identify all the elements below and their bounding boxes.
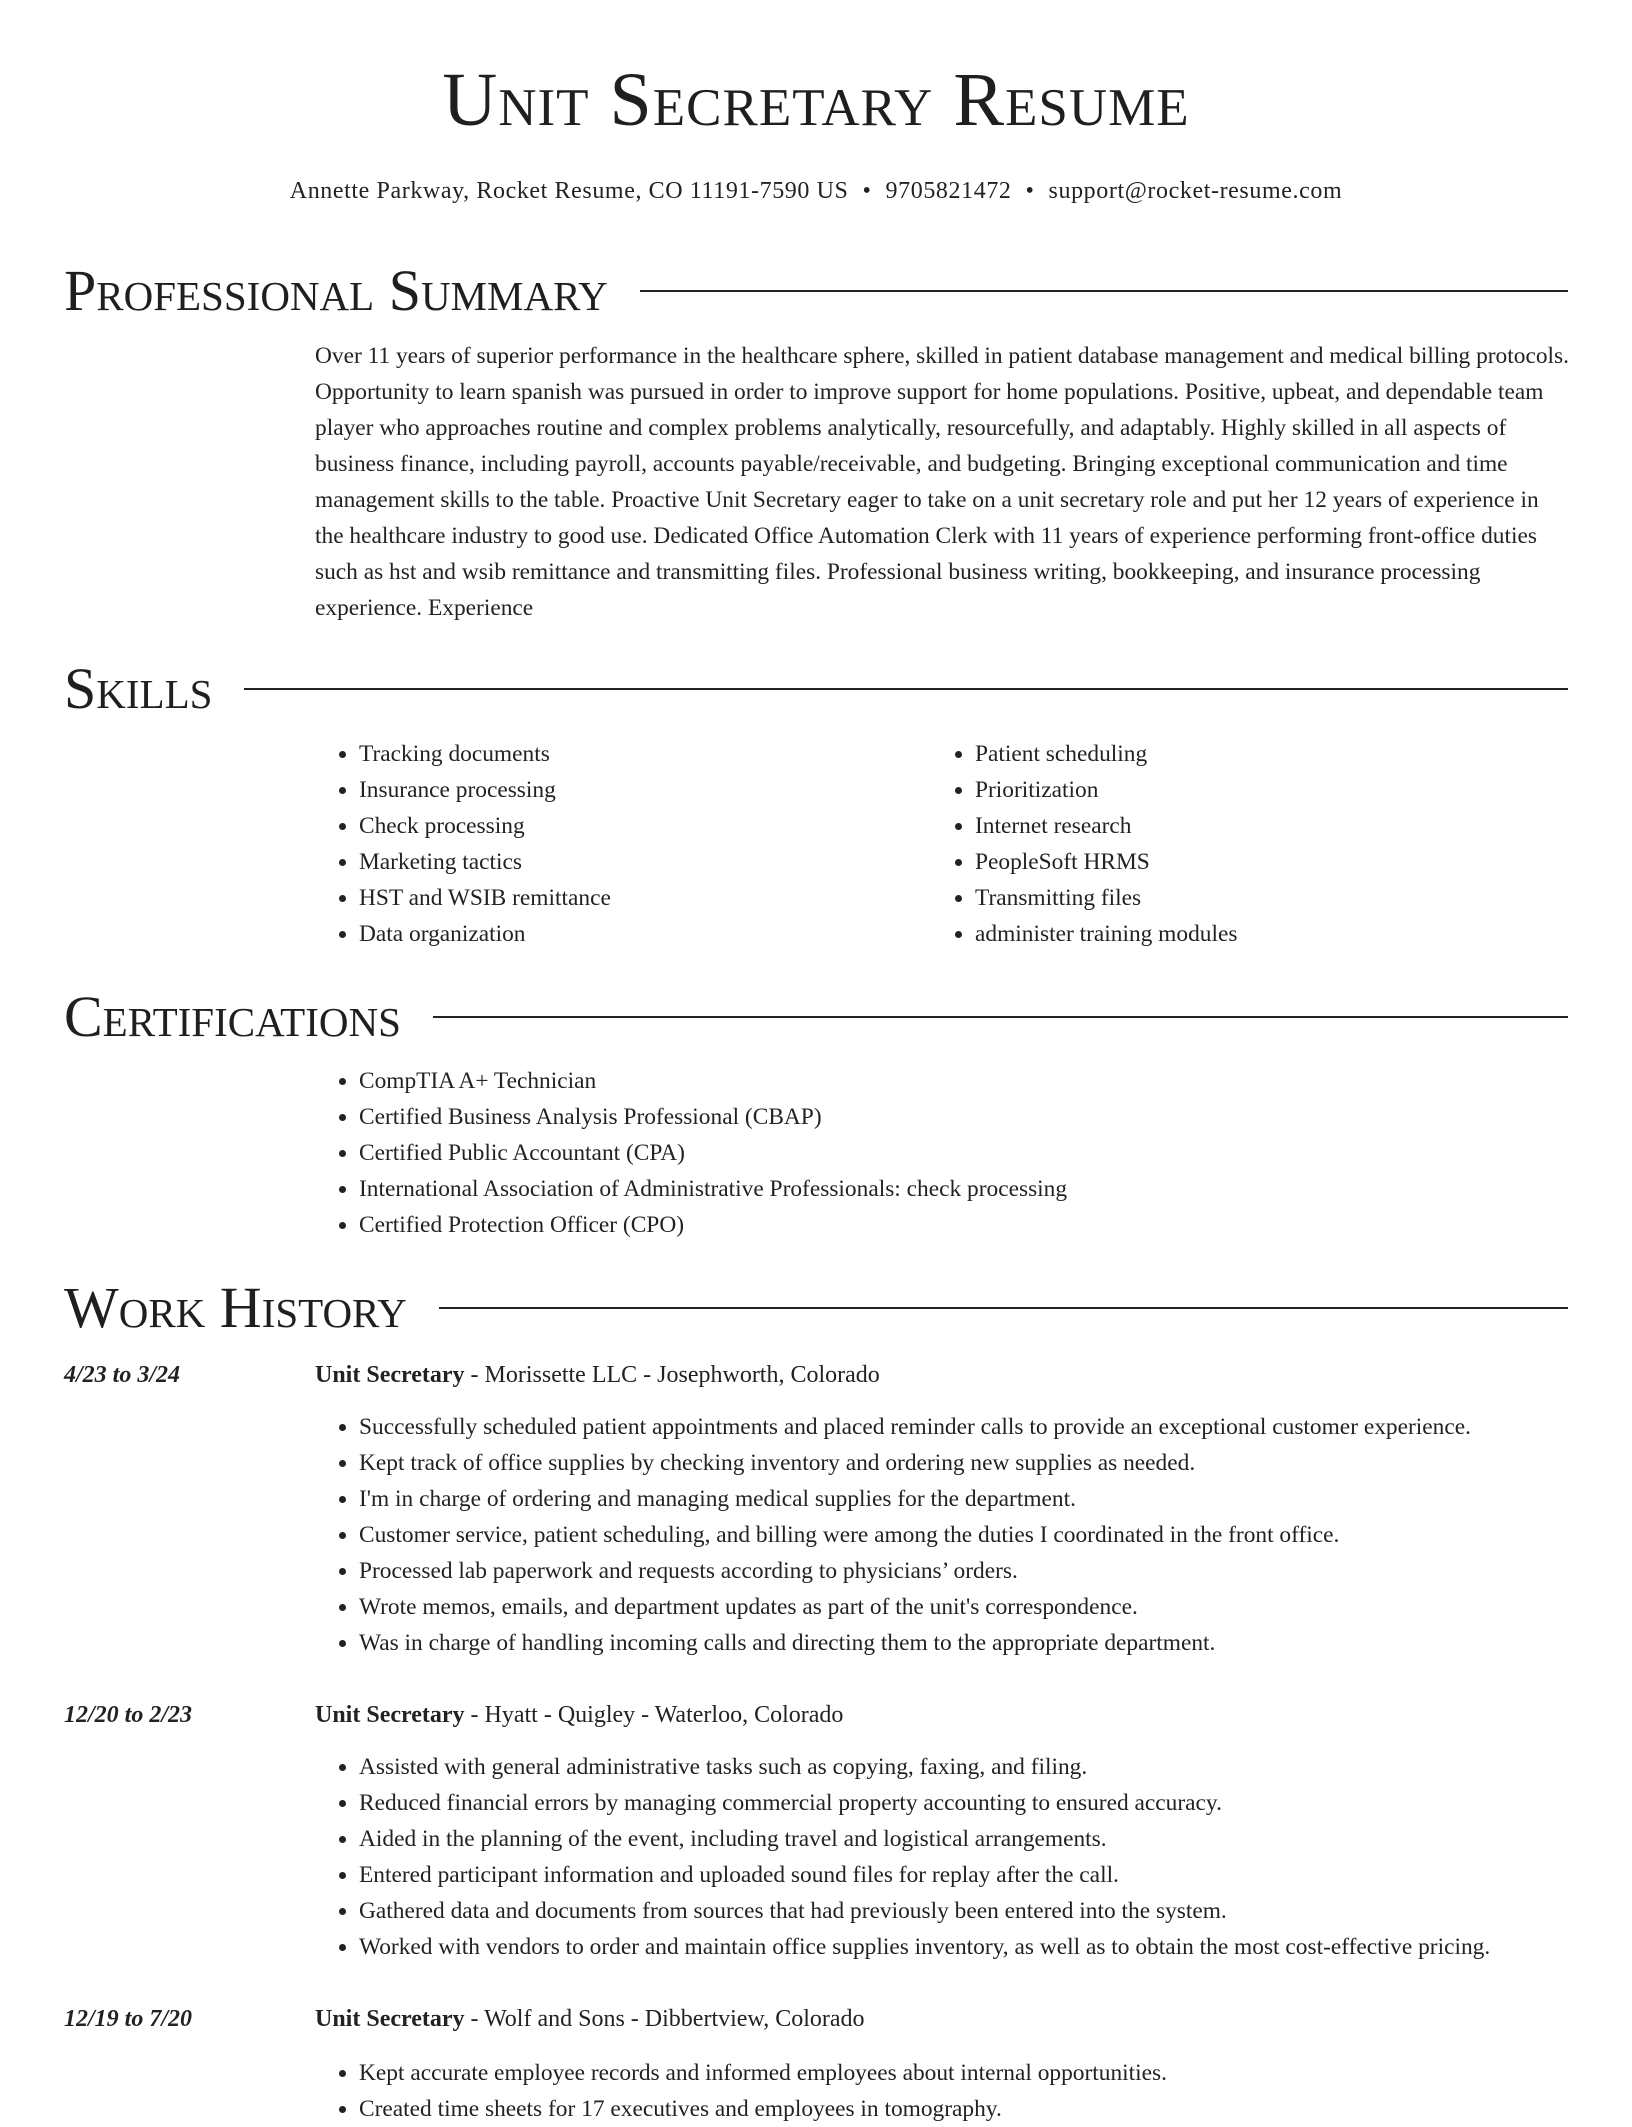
section-divider	[640, 290, 1568, 292]
contact-address: Annette Parkway, Rocket Resume, CO 11191-7590 US	[289, 178, 849, 204]
certifications-section-header	[64, 984, 1568, 1049]
job-dates: 4/23 to 3/24	[64, 1362, 181, 1388]
skill-item: • Transmitting files	[975, 880, 1237, 916]
job-dates: 12/20 to 2/23	[64, 1702, 193, 1728]
job-duty-item: • Reduced financial errors by managing commercial property accounting to ensured accuracy.	[359, 1785, 1585, 1821]
skill-item: • Internet research	[975, 808, 1237, 844]
job-title: Unit Secretary	[315, 1702, 465, 1728]
skill-item: • PeopleSoft HRMS	[975, 844, 1237, 880]
job-duty-item: • Entered participant information and uploaded sound files for replay after the call.	[359, 1857, 1585, 1893]
job-duty-item: • Customer service, patient scheduling, and billing were among the duties I coordinated in the front office.	[359, 1517, 1585, 1553]
skill-item: • HST and WSIB remittance	[359, 880, 611, 916]
contact-line	[0, 176, 1632, 206]
skills-heading: Skills	[64, 656, 213, 721]
contact-phone: 9705821472	[885, 178, 1012, 204]
job-header	[315, 1359, 880, 1391]
skills-right-column	[931, 736, 1237, 952]
job-employer: - Wolf and Sons - Dibbertview, Colorado	[464, 2006, 865, 2032]
job-title: Unit Secretary	[315, 2006, 465, 2032]
section-divider	[439, 1307, 1568, 1309]
skills-left-column	[315, 736, 611, 952]
job-title: Unit Secretary	[315, 1362, 465, 1388]
job-duty-item: • Assisted with general administrative tasks such as copying, faxing, and filing.	[359, 1749, 1585, 1785]
contact-separator: •	[1025, 178, 1035, 204]
skill-item: • Patient scheduling	[975, 736, 1237, 772]
resume-title: Unit Secretary Resume	[442, 58, 1190, 142]
job-duty-item: • Gathered data and documents from sources that had previously been entered into the system.	[359, 1893, 1585, 1929]
skill-item: • Check processing	[359, 808, 611, 844]
skill-item: • Marketing tactics	[359, 844, 611, 880]
job-duty-item: • Created time sheets for 17 executives and employees in tomography.	[359, 2091, 1585, 2127]
job-employer: - Hyatt - Quigley - Waterloo, Colorado	[464, 1702, 844, 1728]
contact-email: support@rocket-resume.com	[1048, 178, 1343, 204]
section-divider	[244, 688, 1568, 690]
job-duty-item: • Worked with vendors to order and maintain office supplies inventory, as well as to obtain the most cost-effective pricing.	[359, 1929, 1585, 1965]
certifications-list	[315, 1063, 1067, 1243]
certifications-heading: Certifications	[64, 984, 401, 1049]
skill-item: • administer training modules	[975, 916, 1237, 952]
job-dates: 12/19 to 7/20	[64, 2006, 193, 2032]
skills-section-header	[64, 656, 1568, 721]
job-duty-item: • Processed lab paperwork and requests according to physicians’ orders.	[359, 1553, 1585, 1589]
summary-heading: Professional Summary	[64, 258, 608, 323]
summary-section-header	[64, 258, 1568, 323]
work-history-section-header	[64, 1275, 1568, 1340]
job-duties	[315, 1409, 1585, 1661]
skill-item: • Tracking documents	[359, 736, 611, 772]
job-duty-item: • Wrote memos, emails, and department updates as part of the unit's correspondence.	[359, 1589, 1585, 1625]
certification-item: • CompTIA A+ Technician	[359, 1063, 1067, 1099]
certification-item: • Certified Public Accountant (CPA)	[359, 1135, 1067, 1171]
work-history-heading: Work History	[64, 1275, 407, 1340]
certification-item: • International Association of Administrative Professionals: check processing	[359, 1171, 1067, 1207]
summary-text: Over 11 years of superior performance in the healthcare sphere, skilled in patient database management and medical billing protocols. Opportunity to learn spanish was pursued in order to improve support for home populations. Positive, upbeat, and dependable team player who approaches routine and complex problems analytically, resourcefully, and adaptably. Highly skilled in all aspects of business finance, including payroll, accounts payable/receivable, and budgeting. Bringing exceptional communication and time management skills to the table. Proactive Unit Secretary eager to take on a unit secretary role and put her 12 years of experience in the healthcare industry to good use. Dedicated Office Automation Clerk with 11 years of experience performing front-office duties such as hst and wsib remittance and transmitting files. Professional business writing, bookkeeping, and insurance processing experience. Experience	[315, 343, 1569, 621]
job-duties	[315, 2055, 1585, 2127]
skill-item: • Prioritization	[975, 772, 1237, 808]
contact-separator: •	[862, 178, 872, 204]
job-employer: - Morissette LLC - Josephworth, Colorado	[464, 1362, 880, 1388]
job-duty-item: • Kept accurate employee records and informed employees about internal opportunities.	[359, 2055, 1585, 2091]
job-duty-item: • Successfully scheduled patient appointments and placed reminder calls to provide an exceptional customer experience.	[359, 1409, 1585, 1445]
skill-item: • Data organization	[359, 916, 611, 952]
job-duty-item: • Was in charge of handling incoming calls and directing them to the appropriate department.	[359, 1625, 1585, 1661]
section-divider	[433, 1016, 1568, 1018]
job-duty-item: • I'm in charge of ordering and managing medical supplies for the department.	[359, 1481, 1585, 1517]
certification-item: • Certified Protection Officer (CPO)	[359, 1207, 1067, 1243]
job-header	[315, 1699, 843, 1731]
skill-item: • Insurance processing	[359, 772, 611, 808]
job-duties	[315, 1749, 1585, 1965]
job-duty-item: • Kept track of office supplies by checking inventory and ordering new supplies as needed.	[359, 1445, 1585, 1481]
job-duty-item: • Aided in the planning of the event, including travel and logistical arrangements.	[359, 1821, 1585, 1857]
job-header	[315, 2003, 865, 2035]
certification-item: • Certified Business Analysis Professional (CBAP)	[359, 1099, 1067, 1135]
